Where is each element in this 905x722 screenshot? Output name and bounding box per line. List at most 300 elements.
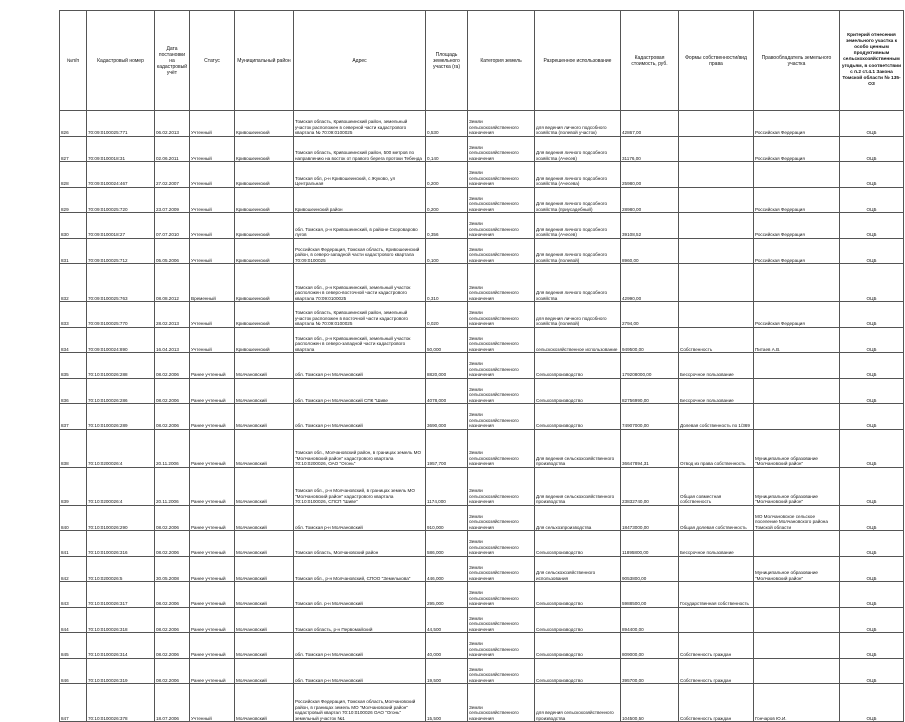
cell-permitted-use: Сельхозпроизводство: [535, 633, 621, 659]
cell-right-holder: МО Молчановское сельское поселение Молчановского района Томской области: [754, 505, 840, 531]
cell-address: Томская обл, р-н Кривошеинский, с Жуково, ул Центральная: [294, 162, 426, 188]
cell-status: Ранее учтенный: [190, 531, 235, 557]
cell-registration-date: 06.02.2013: [155, 111, 190, 137]
table-row: [60, 264, 904, 302]
cell-number: 828: [60, 162, 87, 188]
cell-right-holder: [754, 607, 840, 633]
table-row: [60, 582, 904, 608]
cell-ownership-form: Общая совместная собственность: [679, 467, 754, 505]
cell-right-holder: Питаев А.В.: [754, 327, 840, 353]
cell-registration-date: 08.02.2006: [155, 404, 190, 430]
cell-criterion: ОЦБ: [840, 187, 904, 213]
header-registration-date: Дата постановки на кадастровый учёт: [155, 11, 190, 111]
cell-number: 833: [60, 302, 87, 328]
cell-cadastral-number: 70:10:0100026:317: [87, 582, 155, 608]
cell-status: Учтенный: [190, 327, 235, 353]
cell-address: обл. Томская р-н Молчановский: [294, 404, 426, 430]
cell-right-holder: Муниципальное образование "Молчановский район": [754, 556, 840, 582]
cell-ownership-form: [679, 187, 754, 213]
cell-ownership-form: Собственность граждан: [679, 658, 754, 684]
cell-land-category: Земли сельскохозяйственного назначения: [468, 111, 535, 137]
table-body: [60, 111, 904, 722]
cell-permitted-use: Сельхозпроизводство: [535, 378, 621, 404]
cell-right-holder: [754, 264, 840, 302]
cell-right-holder: Российская Федерация: [754, 111, 840, 137]
cell-right-holder: [754, 378, 840, 404]
cell-address: Российская Федерация, Томская область,Молчановский район, в границах земель МО "Молчановский район" кадастровый квартал 70:10:0100026 ОАО "Огонь" земельный участок №1: [294, 684, 426, 722]
table-row: [60, 302, 904, 328]
cell-land-category: Земли сельскохозяйственного назначения: [468, 136, 535, 162]
cell-municipal-district: Молчановский: [235, 684, 294, 722]
cell-cadastral-value: 8960,00: [621, 238, 679, 264]
cell-right-holder: Российская Федерация: [754, 238, 840, 264]
cell-address: Томская обл. р-н Молчановский: [294, 582, 426, 608]
cell-registration-date: 08.02.2006: [155, 607, 190, 633]
cell-land-category: Земли сельскохозяйственного назначения: [468, 531, 535, 557]
cell-criterion: ОЦБ: [840, 505, 904, 531]
cell-address: обл. Томская р-н Молчановский: [294, 658, 426, 684]
table-row: [60, 353, 904, 379]
cell-area: 446,000: [426, 556, 468, 582]
cell-cadastral-value: 31176,00: [621, 136, 679, 162]
cell-cadastral-number: 70:10:0200026:5: [87, 556, 155, 582]
cell-permitted-use: Сельхозпроизводство: [535, 531, 621, 557]
cell-criterion: ОЦБ: [840, 658, 904, 684]
cell-cadastral-value: 42867,00: [621, 111, 679, 137]
cell-right-holder: [754, 404, 840, 430]
cell-municipal-district: Молчановский: [235, 633, 294, 659]
cell-area: 0,200: [426, 187, 468, 213]
cell-cadastral-value: 104500,50: [621, 684, 679, 722]
cell-land-category: Земли сельскохозяйственного назначения: [468, 162, 535, 188]
cell-permitted-use: Для сельхозпроизводства: [535, 505, 621, 531]
cell-registration-date: 27.02.2007: [155, 162, 190, 188]
cell-number: 827: [60, 136, 87, 162]
table-row: [60, 187, 904, 213]
cell-cadastral-number: 70:10:0100026:316: [87, 531, 155, 557]
cell-municipal-district: Молчановский: [235, 582, 294, 608]
cell-cadastral-value: 23832740,00: [621, 467, 679, 505]
cell-area: 0,140: [426, 136, 468, 162]
cell-area: 1174,000: [426, 467, 468, 505]
cell-land-category: Земли сельскохозяйственного назначения: [468, 684, 535, 722]
cell-criterion: ОЦБ: [840, 633, 904, 659]
cell-ownership-form: [679, 162, 754, 188]
cell-permitted-use: Для ведения личного подсобного хозяйства (Ачесев): [535, 213, 621, 239]
cell-status: Учтенный: [190, 238, 235, 264]
cell-cadastral-value: 11895800,00: [621, 531, 679, 557]
header-criterion: Критерий отнесения земельного участка к особо ценным продуктивным сельскохозяйственным угодьям, в соответствии с п.2 ст.4.1 Закона Томской области № 135-ОЗ: [840, 11, 904, 111]
cell-status: Временный: [190, 264, 235, 302]
cell-permitted-use: Для ведения личного подсобного хозяйства (Ачесев): [535, 136, 621, 162]
cell-municipal-district: Кривошеинский: [235, 302, 294, 328]
cell-registration-date: 07.07.2010: [155, 213, 190, 239]
cell-municipal-district: Молчановский: [235, 556, 294, 582]
cell-cadastral-number: 70:09:0100018:27: [87, 213, 155, 239]
cell-municipal-district: Кривошеинский: [235, 187, 294, 213]
header-ownership-form: Формы собственности/вид права: [679, 11, 754, 111]
cell-land-category: Земли сельскохозяйственного назначения: [468, 378, 535, 404]
cell-area: 0,200: [426, 162, 468, 188]
cell-registration-date: 20.11.2006: [155, 467, 190, 505]
cell-address: Российская Федерация, Томская область, Кривошеинский район, в северо-западной части кадастрового квартала 70:09:0100025: [294, 238, 426, 264]
cell-municipal-district: Молчановский: [235, 378, 294, 404]
cell-right-holder: Российская Федерация: [754, 302, 840, 328]
cell-registration-date: 08.02.2006: [155, 353, 190, 379]
cell-municipal-district: Кривошеинский: [235, 136, 294, 162]
cell-land-category: Земли сельскохозяйственного назначения: [468, 353, 535, 379]
cell-criterion: ОЦБ: [840, 162, 904, 188]
cell-municipal-district: Кривошеинский: [235, 162, 294, 188]
cell-area: 586,000: [426, 531, 468, 557]
cell-registration-date: 05.05.2006: [155, 238, 190, 264]
cell-address: Томская обл., Молчановский район, в границах земель МО "Молчановский район" кадастрового квартала 70:10:0200026, ОАО "Огонь": [294, 429, 426, 467]
cell-area: 19,500: [426, 658, 468, 684]
table-row: [60, 607, 904, 633]
cell-cadastral-value: 39108,52: [621, 213, 679, 239]
cell-cadastral-value: 82756990,00: [621, 378, 679, 404]
cell-right-holder: [754, 633, 840, 659]
cell-permitted-use: Для ведения личного подсобного хозяйства: [535, 264, 621, 302]
cell-cadastral-number: 70:09:0100025:763: [87, 264, 155, 302]
cell-permitted-use: Для ведения сельскохозяйственного производства: [535, 467, 621, 505]
cell-address: Томская область, Молчановский район: [294, 531, 426, 557]
cell-status: Ранее учтенный: [190, 658, 235, 684]
cell-criterion: ОЦБ: [840, 213, 904, 239]
header-land-category: Категория земель: [468, 11, 535, 111]
cell-area: 910,000: [426, 505, 468, 531]
cell-ownership-form: Собственность граждан: [679, 633, 754, 659]
cell-land-category: Земли сельскохозяйственного назначения: [468, 556, 535, 582]
cell-ownership-form: Бессрочное пользование: [679, 353, 754, 379]
cell-address: Томская область, Кривошеинский район, земельный участок расположен в северной части кадастрового квартала № 70:09:0100025: [294, 111, 426, 137]
cell-ownership-form: [679, 607, 754, 633]
cell-right-holder: [754, 353, 840, 379]
cell-number: 845: [60, 633, 87, 659]
cell-status: Ранее учтенный: [190, 556, 235, 582]
cell-cadastral-number: 70:10:0100026:318: [87, 607, 155, 633]
cell-municipal-district: Молчановский: [235, 353, 294, 379]
cell-cadastral-value: 74907000,00: [621, 404, 679, 430]
cell-cadastral-number: 70:09:0100025:712: [87, 238, 155, 264]
cell-ownership-form: Государственная собственность: [679, 582, 754, 608]
cell-number: 840: [60, 505, 87, 531]
cell-land-category: Земли сельскохозяйственного назначения: [468, 238, 535, 264]
cell-cadastral-number: 70:09:0100024:467: [87, 162, 155, 188]
cell-permitted-use: Для сельскохозяйственного использования: [535, 556, 621, 582]
cell-cadastral-value: 9053800,00: [621, 556, 679, 582]
cell-permitted-use: Для ведения личного подсобного хозяйства (Ачесева): [535, 162, 621, 188]
cell-cadastral-value: 36647894,31: [621, 429, 679, 467]
cell-municipal-district: Кривошеинский: [235, 111, 294, 137]
cell-criterion: ОЦБ: [840, 136, 904, 162]
cell-number: 841: [60, 531, 87, 557]
cell-area: 0,020: [426, 302, 468, 328]
cell-criterion: ОЦБ: [840, 531, 904, 557]
cell-number: 847: [60, 684, 87, 722]
header-status: Статус: [190, 11, 235, 111]
cell-permitted-use: Сельхозпроизводство: [535, 658, 621, 684]
cell-ownership-form: Бессрочное пользование: [679, 378, 754, 404]
cell-number: 846: [60, 658, 87, 684]
cell-ownership-form: Долевая собственность по 1/369: [679, 404, 754, 430]
cell-ownership-form: [679, 302, 754, 328]
header-row: [60, 11, 904, 111]
cell-ownership-form: [679, 238, 754, 264]
cell-area: 50,000: [426, 327, 468, 353]
cell-area: 0,310: [426, 264, 468, 302]
cell-status: Учтенный: [190, 684, 235, 722]
cell-cadastral-number: 70:10:0100026:290: [87, 505, 155, 531]
cell-cadastral-number: 70:10:0100026:289: [87, 404, 155, 430]
cell-registration-date: 08.02.2006: [155, 658, 190, 684]
table-row: [60, 633, 904, 659]
cell-right-holder: Российская Федерация: [754, 136, 840, 162]
cell-registration-date: 02.06.2011: [155, 136, 190, 162]
cell-municipal-district: Молчановский: [235, 429, 294, 467]
cell-ownership-form: Собственность граждан: [679, 684, 754, 722]
cell-cadastral-value: 949500,00: [621, 327, 679, 353]
cell-land-category: Земли сельскохозяйственного назначения: [468, 302, 535, 328]
cell-municipal-district: Кривошеинский: [235, 327, 294, 353]
cell-permitted-use: Сельхозпроизводство: [535, 353, 621, 379]
cell-address: Томская область, р-н Первомайский: [294, 607, 426, 633]
cell-area: 3690,000: [426, 404, 468, 430]
cell-address: Томская обл., р-н Молчановский, в границах земель МО "Молчановский район" кадастрового квартала 70:10:0100026, СПСП "Шиве": [294, 467, 426, 505]
cell-criterion: ОЦБ: [840, 238, 904, 264]
cell-status: Ранее учтенный: [190, 353, 235, 379]
cell-land-category: Земли сельскохозяйственного назначения: [468, 505, 535, 531]
cell-status: Ранее учтенный: [190, 404, 235, 430]
cell-status: Ранее учтенный: [190, 582, 235, 608]
cell-address: обл. Томская р-н Молчановский: [294, 633, 426, 659]
cell-registration-date: 08.02.2006: [155, 505, 190, 531]
cell-criterion: ОЦБ: [840, 264, 904, 302]
cell-address: Томская обл., р-н Кривошеинский, земельный участок расположен в северо-восточной части кадастрового квартала 70:09:0100025: [294, 264, 426, 302]
cell-permitted-use: Сельхозпроизводство: [535, 607, 621, 633]
cell-registration-date: 08.08.2012: [155, 264, 190, 302]
table-row: [60, 378, 904, 404]
cell-ownership-form: [679, 213, 754, 239]
cell-cadastral-value: 5988500,00: [621, 582, 679, 608]
cell-municipal-district: Молчановский: [235, 505, 294, 531]
cell-address: обл. Томская р-н Молчановский: [294, 505, 426, 531]
cell-number: 832: [60, 264, 87, 302]
header-right-holder: Правообладатель земельного участка: [754, 11, 840, 111]
cell-municipal-district: Кривошеинский: [235, 213, 294, 239]
cell-land-category: Земли сельскохозяйственного назначения: [468, 429, 535, 467]
cell-area: 0,356: [426, 213, 468, 239]
cell-permitted-use: сельскохозяйственное использование: [535, 327, 621, 353]
header-cadastral-value: Кадастровая стоимость, руб.: [621, 11, 679, 111]
header-permitted-use: Разрешенное использование: [535, 11, 621, 111]
cell-cadastral-value: 2794,00: [621, 302, 679, 328]
cell-criterion: ОЦБ: [840, 467, 904, 505]
cell-number: 842: [60, 556, 87, 582]
cell-land-category: Земли сельскохозяйственного назначения: [468, 213, 535, 239]
land-plots-table: [59, 10, 904, 722]
cell-municipal-district: Молчановский: [235, 607, 294, 633]
cell-land-category: Земли сельскохозяйственного назначения: [468, 264, 535, 302]
cell-criterion: ОЦБ: [840, 111, 904, 137]
cell-permitted-use: для ведения личного подсобного хозяйства (полевой участок): [535, 111, 621, 137]
cell-registration-date: 16.04.2013: [155, 327, 190, 353]
table-row: [60, 429, 904, 467]
cell-criterion: ОЦБ: [840, 378, 904, 404]
cell-status: Ранее учтенный: [190, 378, 235, 404]
cell-area: 0,100: [426, 238, 468, 264]
cell-number: 830: [60, 213, 87, 239]
cell-number: 826: [60, 111, 87, 137]
cell-status: Ранее учтенный: [190, 607, 235, 633]
cell-cadastral-value: 179208000,00: [621, 353, 679, 379]
cell-number: 839: [60, 467, 87, 505]
cell-cadastral-number: 70:09:0100018:31: [87, 136, 155, 162]
cell-land-category: Земли сельскохозяйственного назначения: [468, 467, 535, 505]
table-row: [60, 556, 904, 582]
cell-area: 44,500: [426, 607, 468, 633]
cell-ownership-form: [679, 556, 754, 582]
cell-status: Учтенный: [190, 111, 235, 137]
cell-cadastral-number: 70:10:0100026:286: [87, 378, 155, 404]
cell-permitted-use: Для ведения сельскохозяйственного производства: [535, 429, 621, 467]
cell-registration-date: 23.07.2009: [155, 187, 190, 213]
cell-status: Ранее учтенный: [190, 429, 235, 467]
table-row: [60, 238, 904, 264]
cell-area: 1957,700: [426, 429, 468, 467]
cell-cadastral-value: 25980,00: [621, 162, 679, 188]
cell-criterion: ОЦБ: [840, 684, 904, 722]
cell-area: 15,500: [426, 684, 468, 722]
table-row: [60, 136, 904, 162]
cell-cadastral-number: 70:10:0200026:4: [87, 429, 155, 467]
table-row: [60, 467, 904, 505]
cell-status: Учтенный: [190, 162, 235, 188]
cell-area: 4078,000: [426, 378, 468, 404]
cell-municipal-district: Кривошеинский: [235, 264, 294, 302]
cell-right-holder: [754, 582, 840, 608]
cell-criterion: ОЦБ: [840, 302, 904, 328]
table-row: [60, 162, 904, 188]
cell-criterion: ОЦБ: [840, 556, 904, 582]
cell-address: обл. Томская р-н Молчановский: [294, 353, 426, 379]
cell-cadastral-number: 70:10:0200026:4: [87, 467, 155, 505]
cell-ownership-form: [679, 111, 754, 137]
cell-ownership-form: Отвод из права собственность: [679, 429, 754, 467]
cell-number: 835: [60, 353, 87, 379]
cell-land-category: Земли сельскохозяйственного назначения: [468, 633, 535, 659]
cell-permitted-use: Для ведения личного подсобного хозяйства (приусадебный): [535, 187, 621, 213]
cell-cadastral-value: 28980,00: [621, 187, 679, 213]
cell-criterion: ОЦБ: [840, 327, 904, 353]
cell-permitted-use: Сельхозпроизводство: [535, 404, 621, 430]
cell-right-holder: Российская Федерация: [754, 213, 840, 239]
table-row: [60, 213, 904, 239]
cell-land-category: Земли сельскохозяйственного назначения: [468, 187, 535, 213]
table-row: [60, 327, 904, 353]
table-row: [60, 684, 904, 722]
cell-address: Томская обл., р-н Молчановский, СПОО "Земелькова": [294, 556, 426, 582]
cell-ownership-form: Собственность: [679, 327, 754, 353]
cell-address: обл. Томская, р-н Кривошеинский, в районе Скороварово лугов: [294, 213, 426, 239]
cell-registration-date: 30.05.2008: [155, 556, 190, 582]
header-cadastral-number: Кадастровый номер: [87, 11, 155, 111]
cell-number: 843: [60, 582, 87, 608]
cell-ownership-form: Общая долевая собственность: [679, 505, 754, 531]
cell-status: Учтенный: [190, 302, 235, 328]
cell-municipal-district: Молчановский: [235, 658, 294, 684]
table-row: [60, 505, 904, 531]
cell-registration-date: 20.11.2006: [155, 429, 190, 467]
cell-number: 834: [60, 327, 87, 353]
cell-ownership-form: [679, 136, 754, 162]
cell-registration-date: 18.07.2006: [155, 684, 190, 722]
cell-registration-date: 08.02.2006: [155, 378, 190, 404]
cell-municipal-district: Молчановский: [235, 531, 294, 557]
cell-land-category: Земли сельскохозяйственного назначения: [468, 582, 535, 608]
cell-ownership-form: [679, 264, 754, 302]
cell-number: 829: [60, 187, 87, 213]
cadastral-register-sheet: [59, 10, 903, 722]
cell-permitted-use: для ведения личного подсобного хозяйства (полевой): [535, 302, 621, 328]
cell-number: 831: [60, 238, 87, 264]
cell-number: 837: [60, 404, 87, 430]
cell-registration-date: 08.02.2006: [155, 531, 190, 557]
cell-permitted-use: Для ведения личного подсобного хозяйства (полевой): [535, 238, 621, 264]
cell-cadastral-value: 894400,00: [621, 607, 679, 633]
cell-criterion: ОЦБ: [840, 582, 904, 608]
cell-registration-date: 08.02.2006: [155, 582, 190, 608]
cell-cadastral-number: 70:10:0100026:319: [87, 658, 155, 684]
cell-area: 40,000: [426, 633, 468, 659]
cell-right-holder: Российская Федерация: [754, 187, 840, 213]
cell-cadastral-number: 70:09:0100025:771: [87, 111, 155, 137]
cell-right-holder: Муниципальное образование "Молчановский район": [754, 429, 840, 467]
cell-registration-date: 08.02.2006: [155, 633, 190, 659]
cell-right-holder: Гончаров Ю.И.: [754, 684, 840, 722]
cell-status: Учтенный: [190, 187, 235, 213]
cell-number: 836: [60, 378, 87, 404]
cell-address: Томская область, Кривошеинский район, 500 метров по направлению на восток от правого берега протоки Тебенда: [294, 136, 426, 162]
cell-criterion: ОЦБ: [840, 607, 904, 633]
cell-number: 838: [60, 429, 87, 467]
cell-cadastral-value: 18473000,00: [621, 505, 679, 531]
cell-cadastral-value: 42990,00: [621, 264, 679, 302]
cell-land-category: Земли сельскохозяйственного назначения: [468, 404, 535, 430]
header-municipal-district: Муниципальный район: [235, 11, 294, 111]
table-row: [60, 111, 904, 137]
cell-municipal-district: Молчановский: [235, 467, 294, 505]
cell-address: обл. Томская р-н Молчановский СПК "Шиве: [294, 378, 426, 404]
cell-area: 8820,000: [426, 353, 468, 379]
header-number: №п/п: [60, 11, 87, 111]
cell-registration-date: 28.02.2013: [155, 302, 190, 328]
table-row: [60, 658, 904, 684]
cell-cadastral-number: 70:10:0100026:314: [87, 633, 155, 659]
cell-land-category: Земли сельскохозяйственного назначения: [468, 327, 535, 353]
cell-ownership-form: Бессрочное пользование: [679, 531, 754, 557]
cell-land-category: Земли сельскохозяйственного назначения: [468, 607, 535, 633]
cell-permitted-use: для ведения сельскохозяйственного производства: [535, 684, 621, 722]
cell-status: Ранее учтенный: [190, 467, 235, 505]
cell-area: 0,530: [426, 111, 468, 137]
cell-area: 295,000: [426, 582, 468, 608]
cell-status: Ранее учтенный: [190, 505, 235, 531]
cell-permitted-use: Сельхозпроизводство: [535, 582, 621, 608]
cell-right-holder: Муниципальное образование "Молчановский район": [754, 467, 840, 505]
cell-status: Учтенный: [190, 213, 235, 239]
cell-cadastral-number: 70:09:0100025:720: [87, 187, 155, 213]
